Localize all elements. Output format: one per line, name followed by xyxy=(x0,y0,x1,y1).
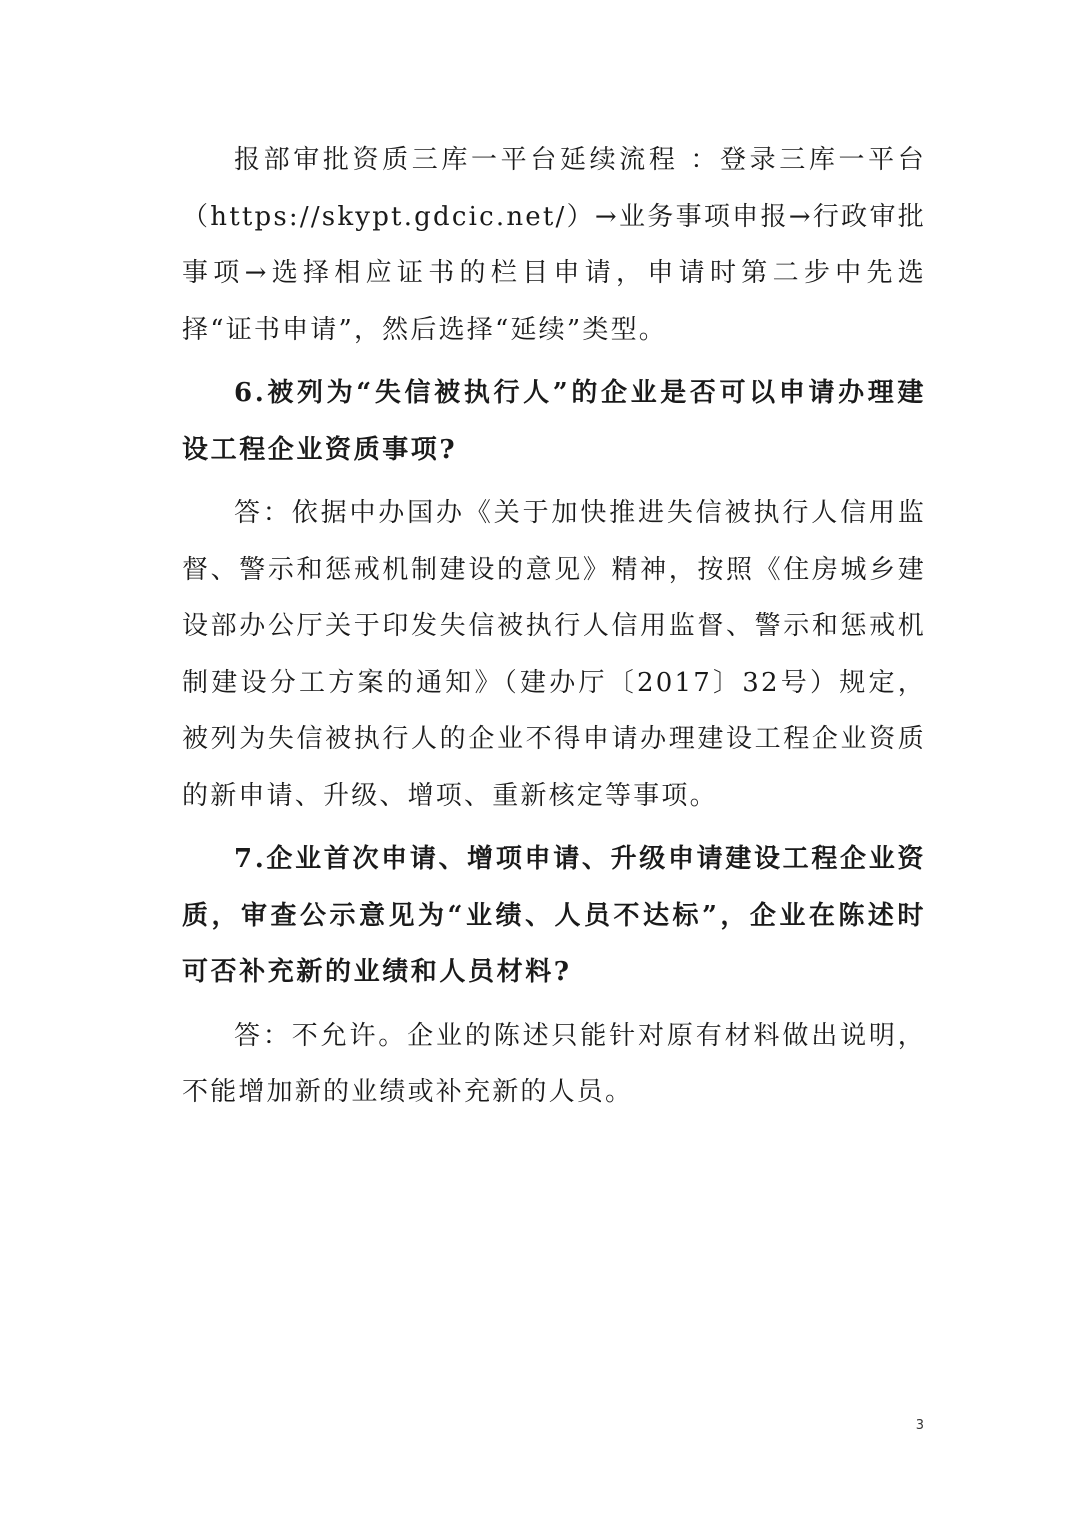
question-7-heading: 7.企业首次申请、增项申请、升级申请建设工程企业资质，审查公示意见为“业绩、人员不达标”，企业在陈述时可否补充新的业绩和人员材料? xyxy=(182,844,926,987)
paragraph-renewal-process: 报部审批资质三库一平台延续流程 ：登录三库一平台（https://skypt.gdcic.net/）→业务事项申报→行政审批事项→选择相应证书的栏目申请，申请时第二步中先选择“证书申请”，然后选择“延续”类型。 xyxy=(182,145,926,345)
answer-6-paragraph: 答：依据中办国办《关于加快推进失信被执行人信用监督、警示和惩戒机制建设的意见》精神，按照《住房城乡建设部办公厅关于印发失信被执行人信用监督、警示和惩戒机制建设分工方案的通知》（建办厅〔2017〕32号）规定，被列为失信被执行人的企业不得申请办理建设工程企业资质的新申请、升级、增项、重新核定等事项。 xyxy=(182,498,926,811)
question-6-heading: 6.被列为“失信被执行人”的企业是否可以申请办理建设工程企业资质事项? xyxy=(182,378,926,465)
answer-7-paragraph: 答：不允许。企业的陈述只能针对原有材料做出说明，不能增加新的业绩或补充新的人员。 xyxy=(182,1020,926,1107)
document-body xyxy=(182,132,926,1121)
page-number: 3 xyxy=(915,1418,924,1433)
